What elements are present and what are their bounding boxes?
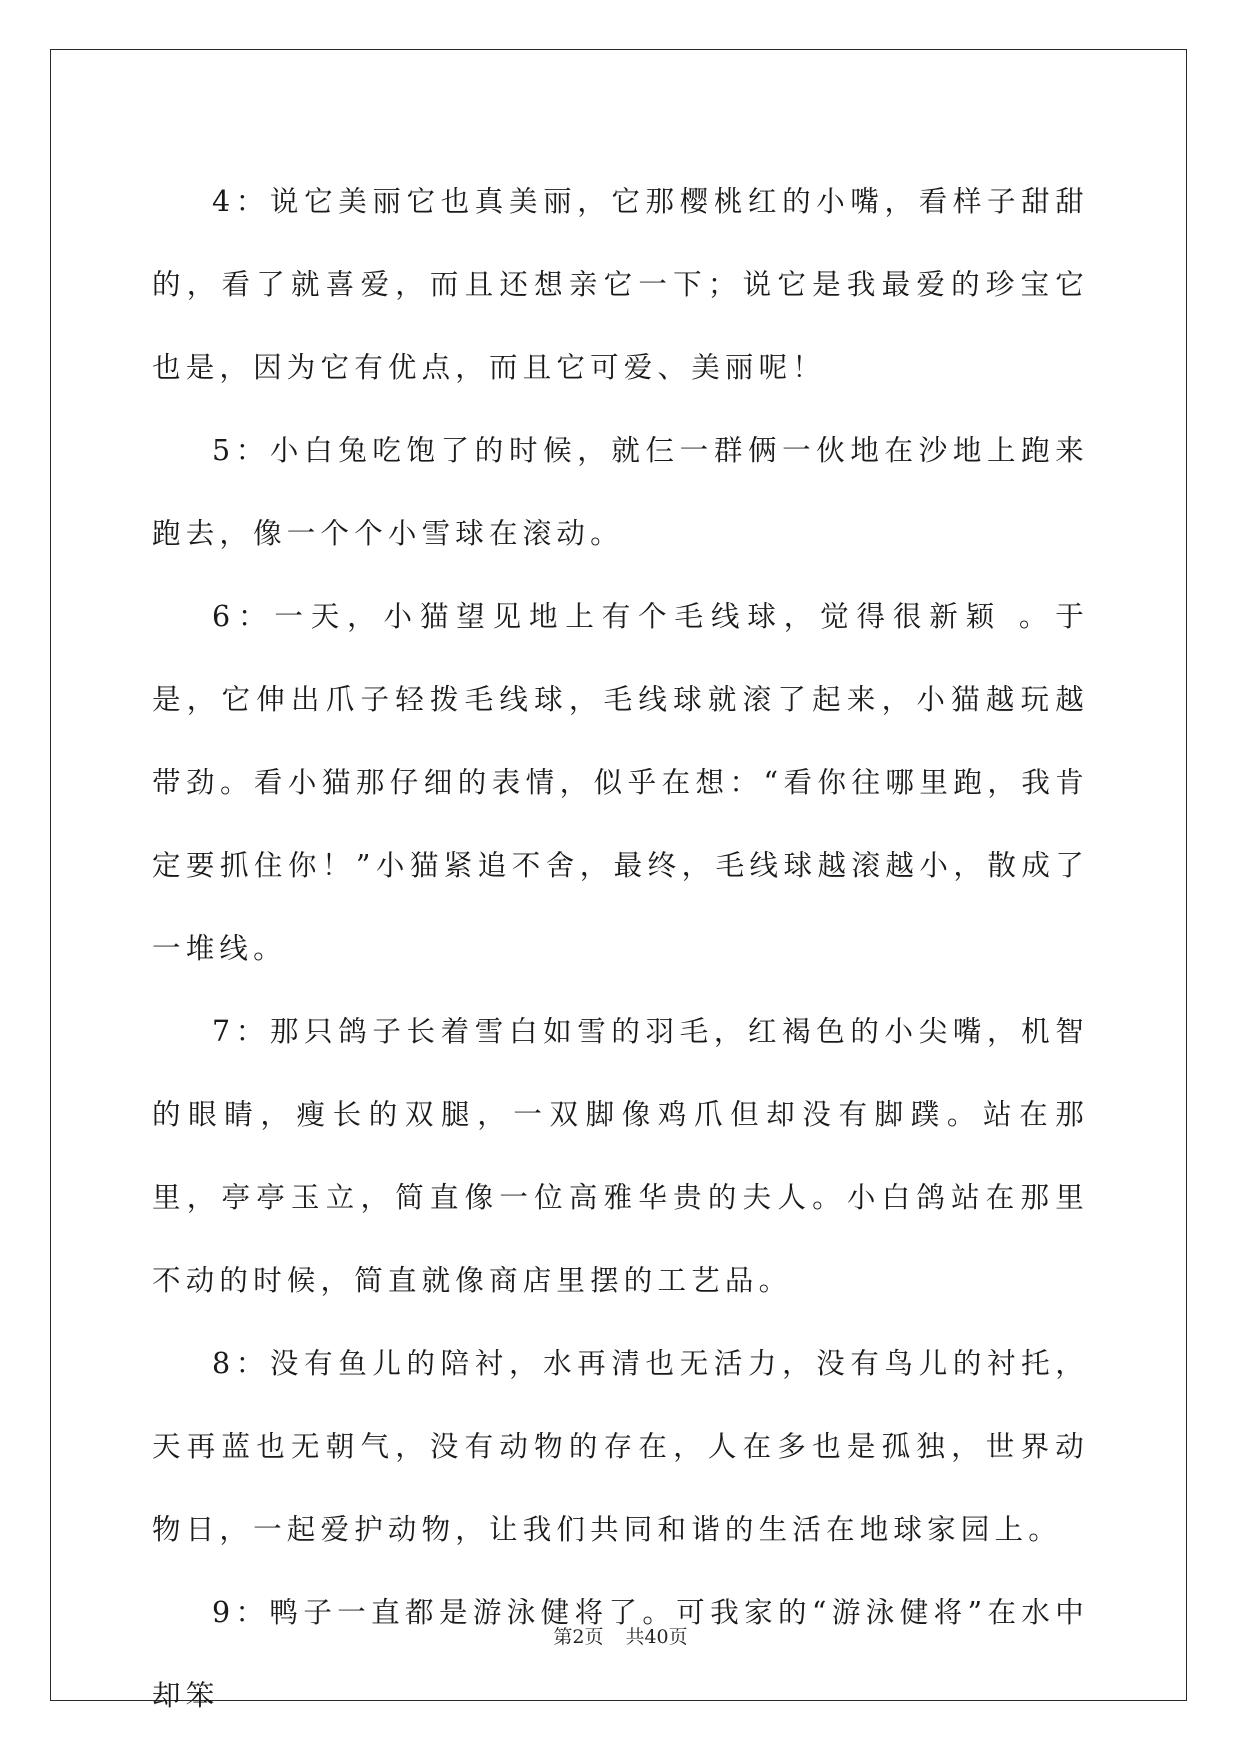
paragraph-5: 5：小白兔吃饱了的时候，就仨一群俩一伙地在沙地上跑来跑去，像一个个小雪球在滚动。 — [152, 434, 1089, 550]
page-total: 共40页 — [625, 1626, 688, 1648]
paragraph-6: 6：一天，小猫望见地上有个毛线球，觉得很新颖 。于是，它伸出爪子轻拨毛线球，毛线球就滚了起来，小猫越玩越带劲。看小猫那仔细的表情，似乎在想：“看你往哪里跑，我肯定要抓住你！”小猫紧追不舍，最终，毛线球越滚越小，散成了一堆线。 — [152, 600, 1089, 965]
paragraph-8: 8：没有鱼儿的陪衬，水再清也无活力，没有鸟儿的衬托，天再蓝也无朝气，没有动物的存在，人在多也是孤独，世界动物日，一起爱护动物，让我们共同和谐的生活在地球家园上。 — [152, 1347, 1089, 1546]
paragraph-9: 9：鸭子一直都是游泳健将了。可我家的“游泳健将”在水中却笨 — [152, 1596, 1089, 1712]
paragraph-4: 4：说它美丽它也真美丽，它那樱桃红的小嘴，看样子甜甜的，看了就喜爱，而且还想亲它一下；说它是我最爱的珍宝它也是，因为它有优点，而且它可爱、美丽呢！ — [152, 185, 1089, 384]
paragraph-7: 7：那只鸽子长着雪白如雪的羽毛，红褐色的小尖嘴，机智的眼睛，瘦长的双腿，一双脚像鸡爪但却没有脚蹼。站在那里，亭亭玉立，简直像一位高雅华贵的夫人。小白鸽站在那里不动的时候，简直就像商店里摆的工艺品。 — [152, 1015, 1089, 1297]
document-body — [152, 160, 1089, 1737]
page-number: 第2页 — [553, 1626, 604, 1648]
page-footer — [0, 1622, 1241, 1649]
